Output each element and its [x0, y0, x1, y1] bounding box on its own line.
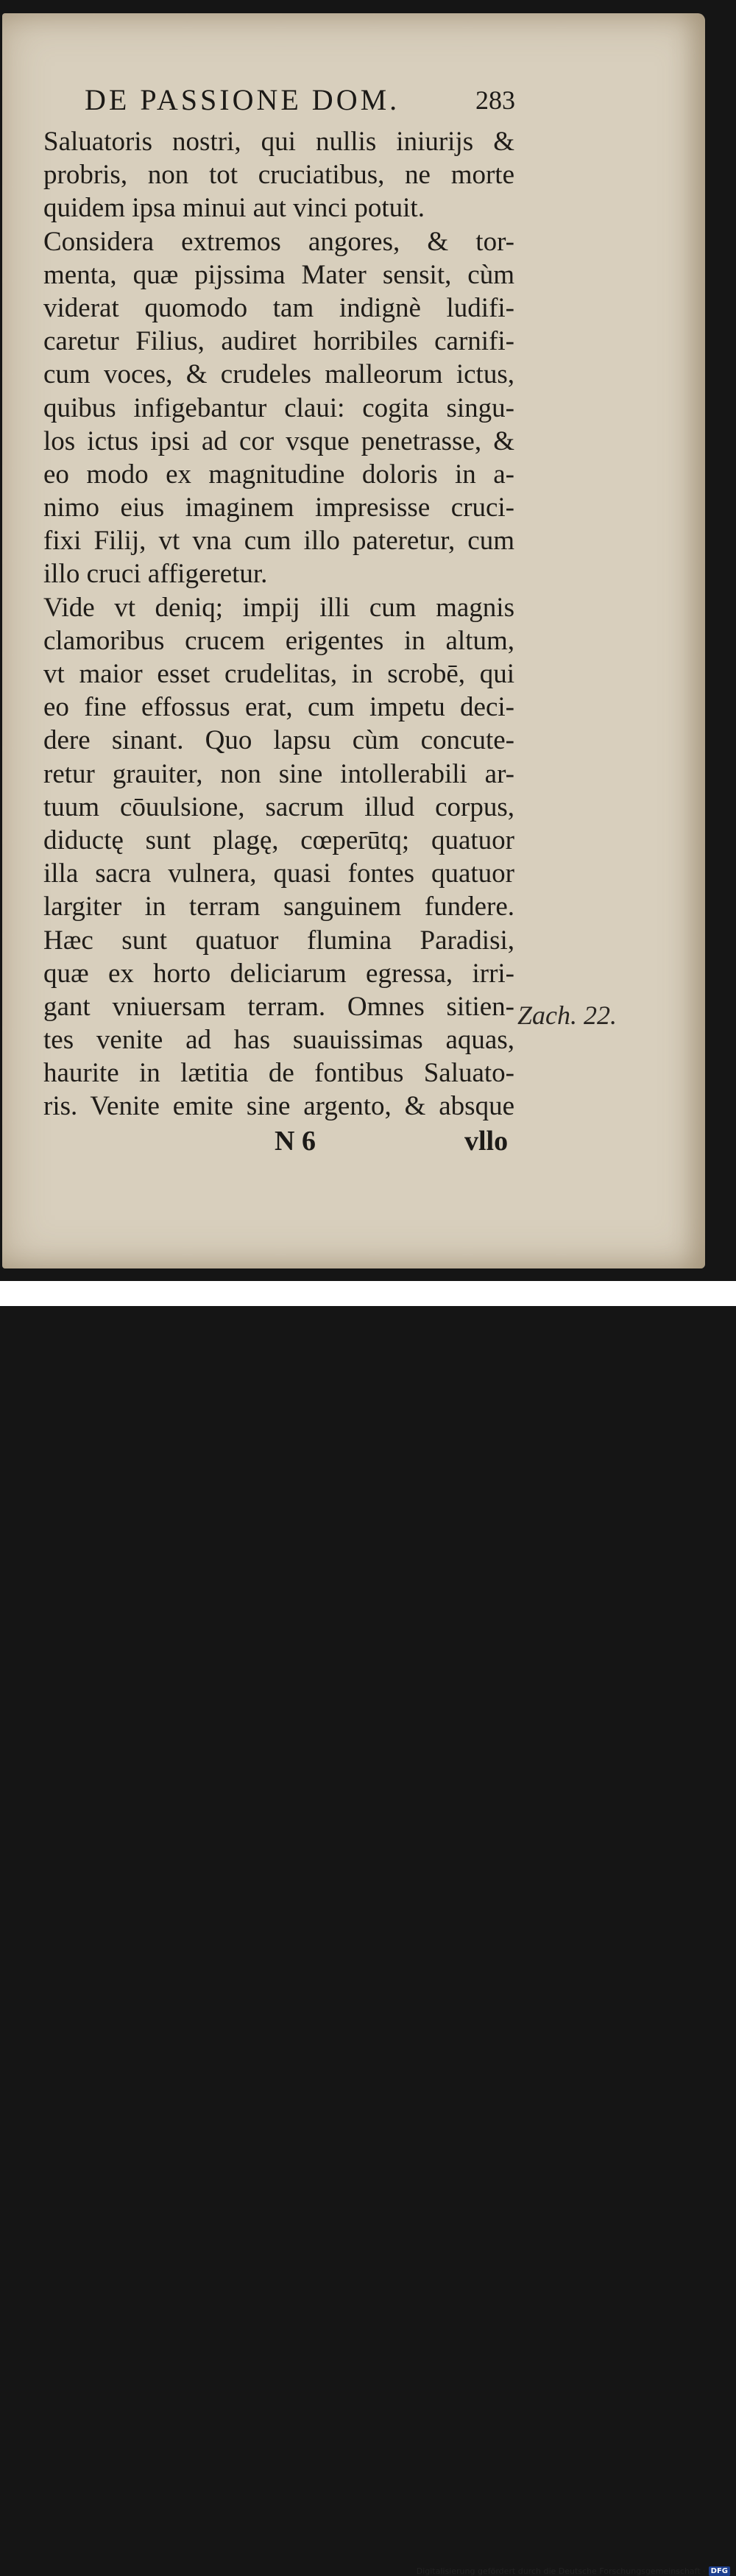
book-page — [2, 13, 705, 1268]
signature-mark: N 6 — [275, 1126, 316, 1157]
page-number: 283 — [475, 85, 515, 115]
text-line: dere sinant. Quo lapsu cùm concute- — [43, 725, 514, 756]
text-line: haurite in lætitia de fontibus Saluato- — [43, 1058, 514, 1089]
text-line: Saluatoris nostri, qui nullis iniurijs & — [43, 127, 514, 157]
text-line: Considera extremos angores, & tor- — [43, 226, 514, 257]
text-line: Hæc sunt quatuor flumina Paradisi, — [43, 925, 514, 956]
text-line: quidem ipsa minui aut vinci potuit. — [43, 193, 425, 224]
text-line: ris. Venite emite sine argento, & absque — [43, 1091, 514, 1122]
text-line: cum voces, & crudeles malleorum ictus, — [43, 359, 514, 390]
text-line: quæ ex horto deliciarum egressa, irri- — [43, 958, 514, 989]
text-line: clamoribus crucem erigentes in altum, — [43, 625, 514, 656]
text-line: diductę sunt plagę, cœperūtq; quatuor — [43, 825, 514, 855]
text-line: los ictus ipsi ad cor vsque penetrasse, & — [43, 426, 514, 456]
text-line: largiter in terram sanguinem fundere. — [43, 892, 514, 922]
running-head: DE PASSIONE DOM. — [85, 83, 400, 116]
text-line: illa sacra vulnera, quasi fontes quatuor — [43, 858, 514, 889]
dfg-logo: DFG — [709, 2566, 730, 2576]
text-line: nimo eius imaginem impresisse cruci- — [43, 493, 514, 523]
page-header — [85, 81, 515, 119]
text-line: caretur Filius, audiret horribiles carnifi- — [43, 326, 514, 357]
text-line: gant vniuersam terram. Omnes sitien- — [43, 991, 514, 1022]
text-line: eo fine effossus erat, cum impetu deci- — [43, 692, 514, 723]
text-line: fixi Filij, vt vna cum illo pateretur, cum — [43, 526, 514, 557]
text-line: retur grauiter, non sine intollerabili ar- — [43, 758, 514, 789]
text-line: probris, non tot cruciatibus, ne morte — [43, 160, 514, 191]
text-line: tuum cōuulsione, sacrum illud corpus, — [43, 791, 514, 822]
digitization-credit — [417, 2566, 730, 2576]
catchword: vllo — [464, 1126, 509, 1157]
text-line: eo modo ex magnitudine doloris in a- — [43, 459, 514, 490]
text-line: illo cruci affigeretur. — [43, 559, 268, 590]
text-line: menta, quæ pijssima Mater sensit, cùm — [43, 259, 514, 290]
text-line: viderat quomodo tam indignè ludifi- — [43, 292, 514, 323]
text-line: tes venite ad has suauissimas aquas, — [43, 1025, 514, 1056]
margin-note: Zach. 22. — [517, 1001, 617, 1030]
credit-text: Digitalisierung gefördert durch die Deutsche Forschungsgemeinschaft · — [416, 2566, 706, 2576]
body-text — [43, 125, 514, 1123]
bottom-strip — [0, 1281, 736, 2576]
text-line: quibus infigebantur claui: cogita singu- — [43, 392, 514, 423]
text-line: Vide vt deniq; impij illi cum magnis — [43, 592, 514, 623]
text-line: vt maior esset crudelitas, in scrobē, qui — [43, 659, 514, 689]
